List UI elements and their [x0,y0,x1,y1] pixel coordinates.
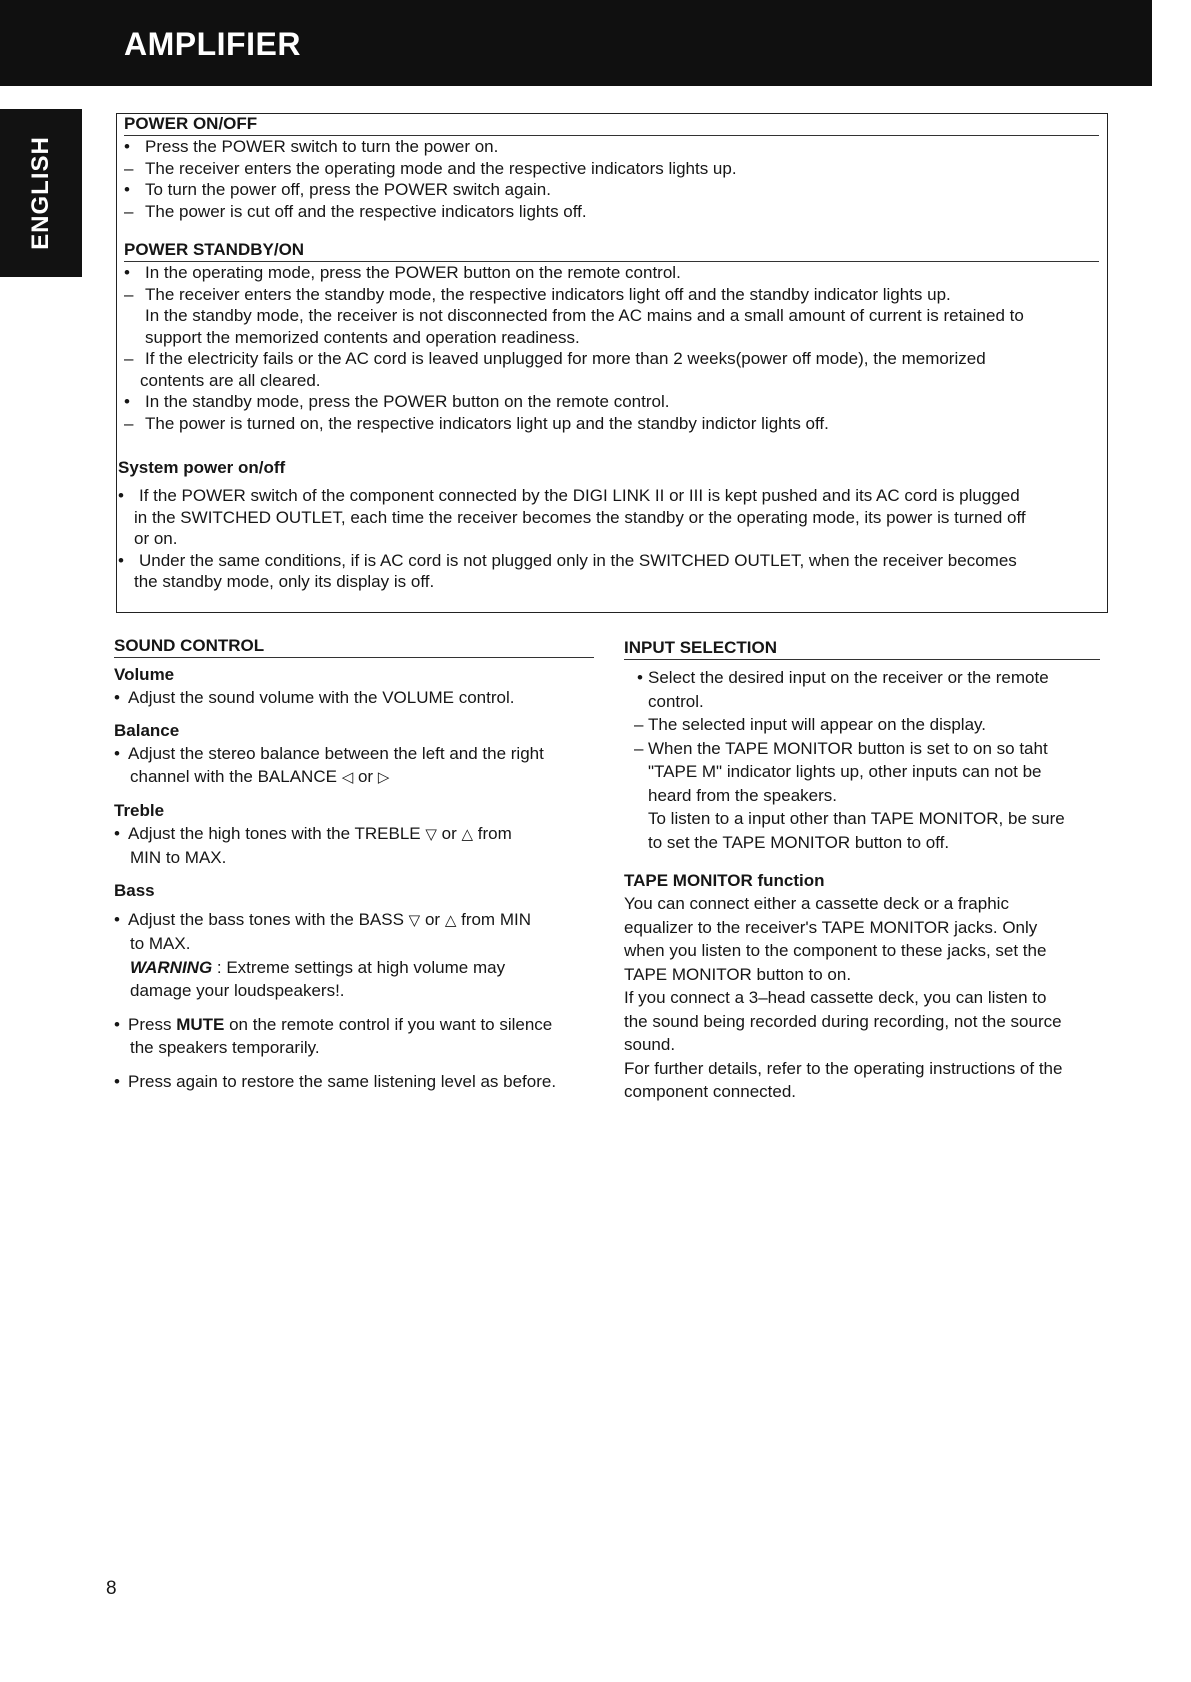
list-item: heard from the speakers. [648,785,837,805]
power-on-off-heading: POWER ON/OFF [124,114,1099,136]
list-item: – The selected input will appear on the display. [634,715,986,734]
language-tab [0,109,82,277]
warning-text: WARNING : Extreme settings at high volume may [130,957,506,977]
volume-heading: Volume [114,665,175,684]
list-item: to MAX. [130,934,191,953]
input-selection-column [624,638,1100,1104]
paragraph-line: component connected. [624,1082,797,1101]
list-item: • Adjust the bass tones with the BASS ▽ or △ from MIN [114,909,531,929]
list-item: in the SWITCHED OUTLET, each time the receiver becomes the standby or the operating mode, its power is turned off [134,507,1026,527]
list-item: to set the TAPE MONITOR button to off. [648,832,950,852]
list-item: contents are all cleared. [140,370,321,390]
paragraph-line: For further details, refer to the operating instructions of the [624,1058,1063,1078]
paragraph-line: TAPE MONITOR button to on. [624,964,852,984]
list-item: "TAPE M" indicator lights up, other inputs can not be [648,762,1042,781]
paragraph-line: You can connect either a cassette deck or a fraphic [624,894,1009,913]
list-item: • Under the same conditions, if is AC cord is not plugged only in the SWITCHED OUTLET, when the receiver becomes [118,550,1017,570]
system-power-heading: System power on/off [118,458,286,477]
list-item: – The receiver enters the operating mode and the respective indicators lights up. [124,158,737,178]
input-selection-heading: INPUT SELECTION [624,638,1100,660]
list-item: MIN to MAX. [130,848,227,867]
tape-monitor-heading: TAPE MONITOR function [624,871,825,890]
list-item: • To turn the power off, press the POWER switch again. [124,180,551,199]
power-standby-heading: POWER STANDBY/ON [124,240,1099,262]
triangle-up-icon: △ [444,911,457,929]
list-item: – If the electricity fails or the AC cord is leaved unplugged for more than 2 weeks(power off mode), the memorized [124,349,986,368]
bass-heading: Bass [114,880,155,900]
list-item: – The power is turned on, the respective indicators light up and the standby indictor lights off. [124,413,829,433]
list-item: channel with the BALANCE ◁ or ▷ [130,767,390,786]
triangle-up-icon: △ [461,825,474,843]
paragraph-line: equalizer to the receiver's TAPE MONITOR jacks. Only [624,917,1038,937]
list-item: • Press again to restore the same listening level as before. [114,1071,557,1091]
list-item: • Press MUTE on the remote control if you want to silence [114,1014,553,1034]
balance-heading: Balance [114,720,180,740]
triangle-down-icon: ▽ [425,825,437,843]
triangle-left-icon: ◁ [341,769,354,786]
list-item: • Adjust the sound volume with the VOLUME control. [114,688,515,707]
list-item: control. [648,691,704,711]
list-item: – When the TAPE MONITOR button is set to on so taht [634,738,1048,758]
list-item: • Adjust the stereo balance between the left and the right [114,743,544,763]
list-item: • In the standby mode, press the POWER button on the remote control. [124,392,670,411]
list-item: • In the operating mode, press the POWER button on the remote control. [124,263,681,282]
list-item: – The receiver enters the standby mode, the respective indicators light off and the standby indicator lights up. [124,284,951,304]
triangle-down-icon: ▽ [408,911,421,929]
language-tab-label: ENGLISH [27,136,54,250]
sound-control-heading: SOUND CONTROL [114,636,594,658]
list-item: • Select the desired input on the receiver or the remote [637,668,1049,687]
list-item: the speakers temporarily. [130,1038,320,1057]
sound-control-column [114,636,594,1093]
header-bar [0,0,1152,86]
list-item: • Press the POWER switch to turn the power on. [124,137,499,156]
list-item: To listen to a input other than TAPE MONITOR, be sure [648,809,1065,828]
power-on-off-section [124,114,1099,222]
page-number: 8 [106,1578,117,1599]
power-standby-section [124,240,1099,434]
paragraph-line: If you connect a 3–head cassette deck, you can listen to [624,988,1047,1007]
list-item: – The power is cut off and the respective indicators lights off. [124,201,587,221]
power-section-box [116,113,1108,613]
paragraph-line: sound. [624,1035,676,1054]
treble-heading: Treble [114,800,165,820]
list-item: In the standby mode, the receiver is not disconnected from the AC mains and a small amount of current is retained to [145,306,1024,325]
paragraph-line: when you listen to the component to these jacks, set the [624,941,1047,960]
warning-text: damage your loudspeakers!. [130,981,345,1000]
list-item: or on. [134,529,178,548]
list-item: • If the POWER switch of the component connected by the DIGI LINK II or III is kept pushed and its AC cord is plugged [118,486,1020,505]
triangle-right-icon: ▷ [377,769,390,786]
list-item: the standby mode, only its display is off. [134,572,435,591]
page-title: AMPLIFIER [124,26,301,62]
list-item: • Adjust the high tones with the TREBLE ▽ or △ from [114,823,512,843]
list-item: support the memorized contents and operation readiness. [145,327,580,347]
paragraph-line: the sound being recorded during recording, not the source [624,1011,1062,1031]
system-power-section [118,457,1103,593]
